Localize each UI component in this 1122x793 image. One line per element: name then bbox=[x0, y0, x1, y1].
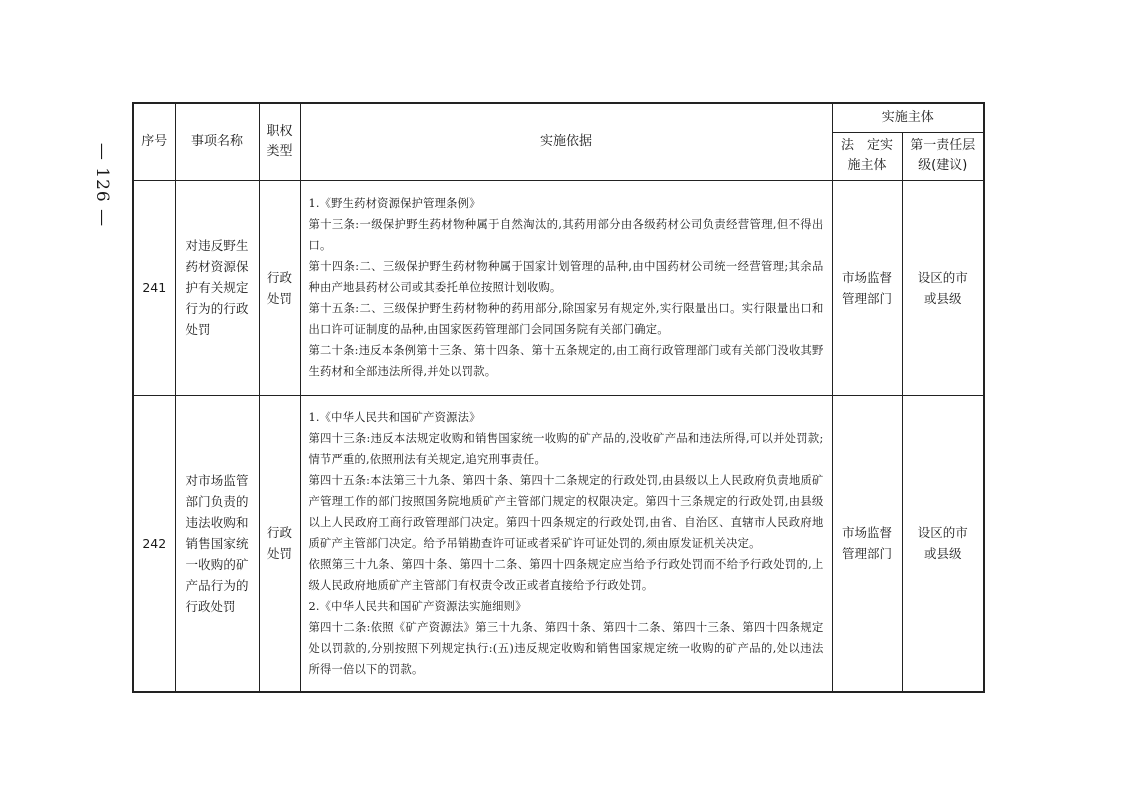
row-item-name: 对市场监管部门负责的违法收购和销售国家统一收购的矿产品行为的行政处罚 bbox=[175, 395, 259, 692]
row-responsibility-level: 设区的市或县级 bbox=[902, 395, 984, 692]
table-row bbox=[133, 395, 984, 692]
enforcement-table bbox=[132, 102, 985, 693]
header-row-1 bbox=[133, 103, 984, 132]
row-item-name: 对违反野生药材资源保护有关规定行为的行政处罚 bbox=[175, 180, 259, 395]
header-legal-implementer: 法 定实施主体 bbox=[832, 132, 902, 180]
basis-line: 1.《中华人民共和国矿产资源法》 bbox=[308, 410, 481, 424]
row-legal-implementer: 市场监督管理部门 bbox=[832, 180, 902, 395]
basis-line: 第四十二条:依照《矿产资源法》第三十九条、第四十条、第四十二条、第四十三条、第四十四条规定处以罚款的,分别按照下列规定执行:(五)违反规定收购和销售国家规定统一收购的矿产品的,处以违法所得一倍以下的罚款。 bbox=[308, 620, 824, 676]
basis-line: 2.《中华人民共和国矿产资源法实施细则》 bbox=[308, 599, 527, 613]
header-basis: 实施依据 bbox=[300, 103, 832, 180]
basis-line: 依照第三十九条、第四十条、第四十二条、第四十四条规定应当给予行政处罚而不给予行政处罚的,上级人民政府地质矿产主管部门有权责令改正或者直接给予行政处罚。 bbox=[308, 557, 824, 592]
page-number: — 126 — bbox=[92, 142, 113, 228]
header-responsibility-level: 第一责任层级(建议) bbox=[902, 132, 984, 180]
basis-line: 第四十三条:违反本法规定收购和销售国家统一收购的矿产品的,没收矿产品和违法所得,可以并处罚款;情节严重的,依照刑法有关规定,追究刑事责任。 bbox=[308, 431, 824, 466]
header-seq: 序号 bbox=[133, 103, 175, 180]
basis-line: 第二十条:违反本条例第十三条、第十四条、第十五条规定的,由工商行政管理部门或有关部门没收其野生药材和全部违法所得,并处以罚款。 bbox=[308, 344, 824, 378]
basis-line: 第十五条:二、三级保护野生药材物种的药用部分,除国家另有规定外,实行限量出口。实行限量出口和出口许可证制度的品种,由国家医药管理部门会同国务院有关部门确定。 bbox=[308, 302, 824, 336]
basis-line: 第十四条:二、三级保护野生药材物种属于国家计划管理的品种,由中国药材公司统一经营管理;其余品种由产地县药材公司或其委托单位按照计划收购。 bbox=[308, 260, 824, 294]
header-implementer-group: 实施主体 bbox=[832, 103, 984, 132]
row-basis bbox=[300, 180, 832, 395]
row-legal-implementer: 市场监督管理部门 bbox=[832, 395, 902, 692]
row-basis bbox=[300, 395, 832, 692]
row-seq: 242 bbox=[133, 395, 175, 692]
header-power-type: 职权类型 bbox=[259, 103, 300, 180]
row-power-type: 行政处罚 bbox=[259, 180, 300, 395]
basis-line: 1.《野生药材资源保护管理条例》 bbox=[308, 197, 481, 210]
basis-line: 第四十五条:本法第三十九条、第四十条、第四十二条规定的行政处罚,由县级以上人民政府负责地质矿产管理工作的部门按照国务院地质矿产主管部门规定的权限决定。第四十三条规定的行政处罚,由县级以上人民政府工商行政管理部门决定。第四十四条规定的行政处罚,由省、自治区、直辖市人民政府地质矿产主管部门决定。给予吊销勘查许可证或者采矿许可证处罚的,须由原发证机关决定。 bbox=[308, 473, 824, 550]
row-power-type: 行政处罚 bbox=[259, 395, 300, 692]
header-item-name: 事项名称 bbox=[175, 103, 259, 180]
table-row bbox=[133, 180, 984, 395]
row-responsibility-level: 设区的市或县级 bbox=[902, 180, 984, 395]
row-seq: 241 bbox=[133, 180, 175, 395]
basis-line: 第十三条:一级保护野生药材物种属于自然淘汰的,其药用部分由各级药材公司负责经营管理,但不得出口。 bbox=[308, 218, 824, 252]
